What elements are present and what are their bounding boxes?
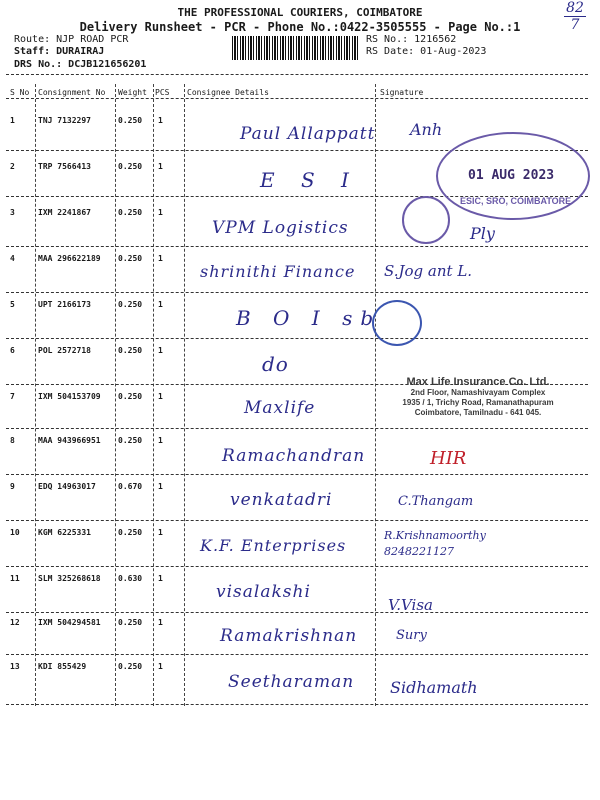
staff: Staff: DURAIRAJ xyxy=(14,46,105,57)
row-consignee: venkatadri xyxy=(230,490,333,510)
row-weight: 0.250 xyxy=(118,528,143,537)
row-consignment: KGM 6225331 xyxy=(38,528,91,537)
row-separator xyxy=(6,474,588,475)
row-weight: 0.250 xyxy=(118,254,143,263)
row-sno: 7 xyxy=(10,392,15,401)
rs-number: RS No.: 1216562 xyxy=(366,34,457,45)
row-separator xyxy=(6,612,588,613)
esic-stamp-text: ESIC, SRO, COIMBATORE xyxy=(460,196,572,206)
row-sno: 12 xyxy=(10,618,20,627)
row-consignment: POL 2572718 xyxy=(38,346,91,355)
esic-stamp xyxy=(436,132,590,220)
row-weight: 0.250 xyxy=(118,618,143,627)
row-sno: 6 xyxy=(10,346,15,355)
esic-stamp-date: 01 AUG 2023 xyxy=(468,168,555,183)
row-pcs: 1 xyxy=(158,662,163,671)
row-pcs: 1 xyxy=(158,528,163,537)
row-pcs: 1 xyxy=(158,300,163,309)
row-sno: 10 xyxy=(10,528,20,537)
row-separator xyxy=(6,246,588,247)
row-pcs: 1 xyxy=(158,116,163,125)
row-consignment: IXM 504153709 xyxy=(38,392,101,401)
maxlife-stamp-address-1: 2nd Floor, Namashivayam Complex xyxy=(410,388,546,397)
row-signature: S.Jog ant L. xyxy=(384,262,473,280)
row-consignment: EDQ 14963017 xyxy=(38,482,96,491)
row-consignment: MAA 296622189 xyxy=(38,254,101,263)
corner-note xyxy=(564,0,586,33)
row-weight: 0.250 xyxy=(118,162,143,171)
row-consignee: E S I xyxy=(260,168,359,192)
row-consignee: K.F. Enterprises xyxy=(200,536,347,555)
row-signature: C.Thangam xyxy=(398,494,474,509)
row-signature: Ply xyxy=(470,224,495,243)
row-sno: 4 xyxy=(10,254,15,263)
col-consignment: Consignment No xyxy=(38,88,106,97)
corner-note-top: 82 xyxy=(566,0,584,16)
row-consignee: visalakshi xyxy=(216,582,311,602)
row-sno: 1 xyxy=(10,116,15,125)
row-consignee: Paul Allappatt xyxy=(240,124,376,144)
maxlife-stamp xyxy=(378,376,578,418)
row-separator xyxy=(6,428,588,429)
row-sno: 13 xyxy=(10,662,20,671)
small-round-stamp xyxy=(402,196,450,244)
row-consignee: do xyxy=(262,352,289,376)
row-consignment: KDI 855429 xyxy=(38,662,87,671)
row-consignment: IXM 2241867 xyxy=(38,208,91,217)
hir-mark: HIR xyxy=(430,448,467,469)
separator xyxy=(6,74,588,75)
row-pcs: 1 xyxy=(158,162,163,171)
row-sno: 8 xyxy=(10,436,15,445)
row-signature: R.Krishnamoorthy 8248221127 xyxy=(384,529,486,558)
row-weight: 0.250 xyxy=(118,662,143,671)
bank-round-stamp xyxy=(372,300,422,346)
row-weight: 0.250 xyxy=(118,300,143,309)
row-consignment: MAA 943966951 xyxy=(38,436,101,445)
row-consignee: VPM Logistics xyxy=(212,218,349,238)
row-pcs: 1 xyxy=(158,254,163,263)
row-consignee: Ramakrishnan xyxy=(220,626,358,646)
row-pcs: 1 xyxy=(158,392,163,401)
row-consignment: IXM 504294581 xyxy=(38,618,101,627)
row-sno: 3 xyxy=(10,208,15,217)
maxlife-stamp-address-2: 1935 / 1, Trichy Road, Ramanathapuram xyxy=(402,398,554,407)
runsheet-title: Delivery Runsheet - PCR - Phone No.:0422-3505555 - Page No.:1 xyxy=(79,20,521,34)
row-pcs: 1 xyxy=(158,346,163,355)
row-consignee: B O I sb xyxy=(236,306,382,330)
rs-date: RS Date: 01-Aug-2023 xyxy=(366,46,487,57)
row-weight: 0.670 xyxy=(118,482,143,491)
row-sno: 11 xyxy=(10,574,20,583)
row-separator xyxy=(6,566,588,567)
row-signature: Sury xyxy=(396,628,427,643)
row-sno: 9 xyxy=(10,482,15,491)
row-weight: 0.250 xyxy=(118,208,143,217)
row-separator xyxy=(6,520,588,521)
row-separator xyxy=(6,338,588,339)
col-sno: S No xyxy=(10,88,30,97)
row-weight: 0.250 xyxy=(118,346,143,355)
row-signature: V.Visa xyxy=(388,596,433,614)
row-consignment: UPT 2166173 xyxy=(38,300,91,309)
row-consignment: TNJ 7132297 xyxy=(38,116,91,125)
maxlife-stamp-name: Max Life Insurance Co. Ltd. xyxy=(406,376,550,388)
row-signature: Sidhamath xyxy=(390,678,478,697)
route: Route: NJP ROAD PCR xyxy=(14,34,129,45)
row-weight: 0.630 xyxy=(118,574,143,583)
col-signature: Signature xyxy=(380,88,424,97)
row-separator xyxy=(6,292,588,293)
row-separator xyxy=(6,704,588,705)
row-sno: 5 xyxy=(10,300,15,309)
corner-note-bottom: 7 xyxy=(570,17,580,33)
drs-number: DRS No.: DCJB121656201 xyxy=(14,59,147,70)
company-name: THE PROFESSIONAL COURIERS, COIMBATORE xyxy=(177,6,423,19)
barcode xyxy=(232,36,358,60)
row-pcs: 1 xyxy=(158,208,163,217)
row-pcs: 1 xyxy=(158,618,163,627)
col-pcs: PCS xyxy=(155,88,170,97)
row-separator xyxy=(6,654,588,655)
separator xyxy=(6,98,588,99)
row-weight: 0.250 xyxy=(118,436,143,445)
row-pcs: 1 xyxy=(158,436,163,445)
col-details: Consignee Details xyxy=(187,88,269,97)
row-pcs: 1 xyxy=(158,482,163,491)
row-signature: Anh xyxy=(410,120,443,139)
row-consignee: Seetharaman xyxy=(228,672,355,692)
row-pcs: 1 xyxy=(158,574,163,583)
row-weight: 0.250 xyxy=(118,392,143,401)
col-weight: Weight xyxy=(118,88,147,97)
row-consignee: Ramachandran xyxy=(222,446,366,466)
row-weight: 0.250 xyxy=(118,116,143,125)
maxlife-stamp-address-3: Coimbatore, Tamilnadu - 641 045. xyxy=(414,408,542,417)
row-consignee: shrinithi Finance xyxy=(200,262,356,281)
row-consignment: SLM 325268618 xyxy=(38,574,101,583)
row-consignee: Maxlife xyxy=(244,398,316,418)
row-sno: 2 xyxy=(10,162,15,171)
row-consignment: TRP 7566413 xyxy=(38,162,91,171)
